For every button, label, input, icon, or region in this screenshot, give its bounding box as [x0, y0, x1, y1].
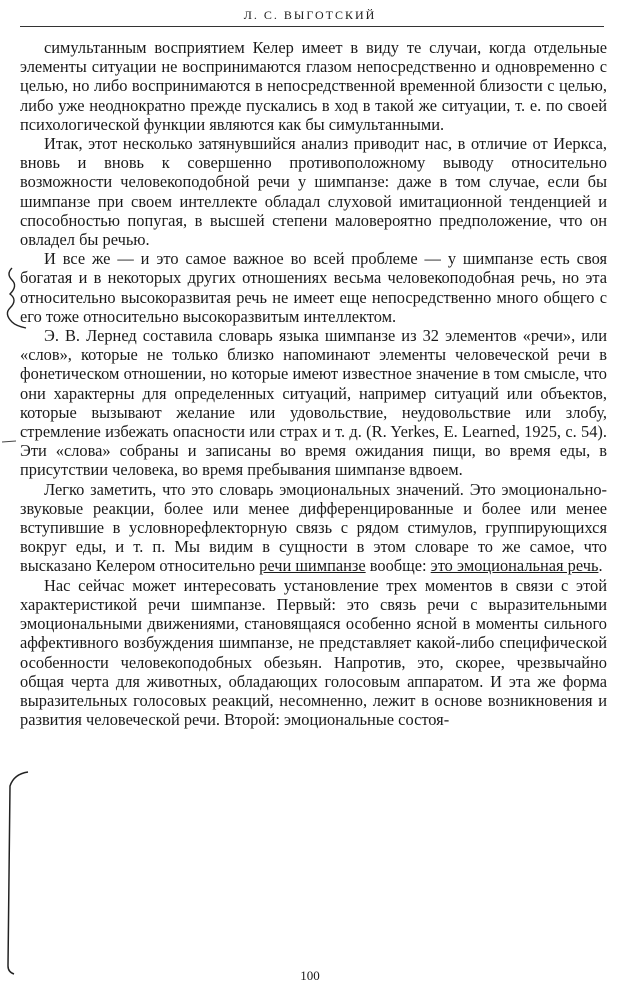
underlined-phrase-2: это эмоциональная речь: [430, 556, 599, 576]
margin-bracket-mark: [8, 772, 28, 974]
paragraph-4: Э. В. Лернед составила словарь языка шимпанзе из 32 элементов «речи», или «слов», которые не только близко напоминают элементы человеческой речи в фонетическом отношении, но которые имеют известное значение в том смысле, что они характерны для определенных ситуаций, например ситуаций или объектов, которые вызывают желание или удовольствие, неудовольствие или злобу, стремление избежать опасности или страх и т. д. (R. Yerkes, E. Learned, 1925, с. 54). Эти «слова» собраны и записаны во время ожидания пищи, во время еды, в присутствии человека, во время пребывания шимпанзе вдвоем.: [20, 326, 607, 480]
running-header: Л. С. ВЫГОТСКИЙ: [243, 8, 377, 22]
body-text: [20, 38, 607, 729]
paragraph-5-text-after: .: [598, 556, 603, 576]
paragraph-2: Итак, этот несколько затянувшийся анализ приводит нас, в отличие от Иеркса, вновь и вновь к совершенно противоположному выводу относительно возможности человекоподобной речи у шимпанзе: даже в том случае, если бы шимпанзе при своем интеллекте обладал слуховой имитационной тенденцией и способностью попугая, в высшей степени маловероятно предположение, что он овладел бы речью.: [20, 134, 607, 250]
margin-dash-mark: [2, 441, 16, 442]
underlined-phrase-1: речи шимпанзе: [259, 556, 366, 576]
header-rule: [20, 26, 604, 27]
paragraph-5-text-middle: вообще:: [365, 556, 431, 576]
paragraph-5: [20, 480, 607, 576]
page-number: 100: [300, 968, 320, 983]
paragraph-5-text-before: Легко заметить, что это словарь эмоциональных значений. Это эмоционально-звуковые реакции, более или менее дифференцированные и более или менее вступившие в условнорефлекторную связь с рядом стимулов, группирующихся вокруг еды, и т. п. Мы видим в сущности в этом словаре то же самое, что высказано Келером относительно: [20, 479, 607, 576]
paragraph-1: симультанным восприятием Келер имеет в виду те случаи, когда отдельные элементы ситуации не воспринимаются глазом непосредственно и одновременно с целью, но либо воспринимаются в непосредственной временной близости с целью, либо уже неоднократно прежде пускались в ход в такой же ситуации, т. е. по своей психологической функции являются как бы симультанными.: [20, 38, 607, 134]
paragraph-3: И все же — и это самое важное во всей проблеме — у шимпанзе есть своя богатая и в некоторых других отношениях весьма человекоподобная речь, но эта относительно высокоразвитая речь не имеет еще непосредственно много общего с его тоже относительно высокоразвитым интеллектом.: [20, 249, 607, 326]
paragraph-6: Нас сейчас может интересовать установление трех моментов в связи с этой характеристикой речи шимпанзе. Первый: это связь речи с выразительными эмоциональными движениями, становящаяся особенно ясной в моменты сильного аффективного возбуждения шимпанзе, не представляет какой-либо специфической особенности человекоподобных обезьян. Напротив, это, скорее, чрезвычайно общая черта для животных, обладающих голосовым аппаратом. И эта же форма выразительных голосовых реакций, несомненно, лежит в основе возникновения и развития человеческой речи. Второй: эмоциональные состоя-: [20, 575, 607, 730]
